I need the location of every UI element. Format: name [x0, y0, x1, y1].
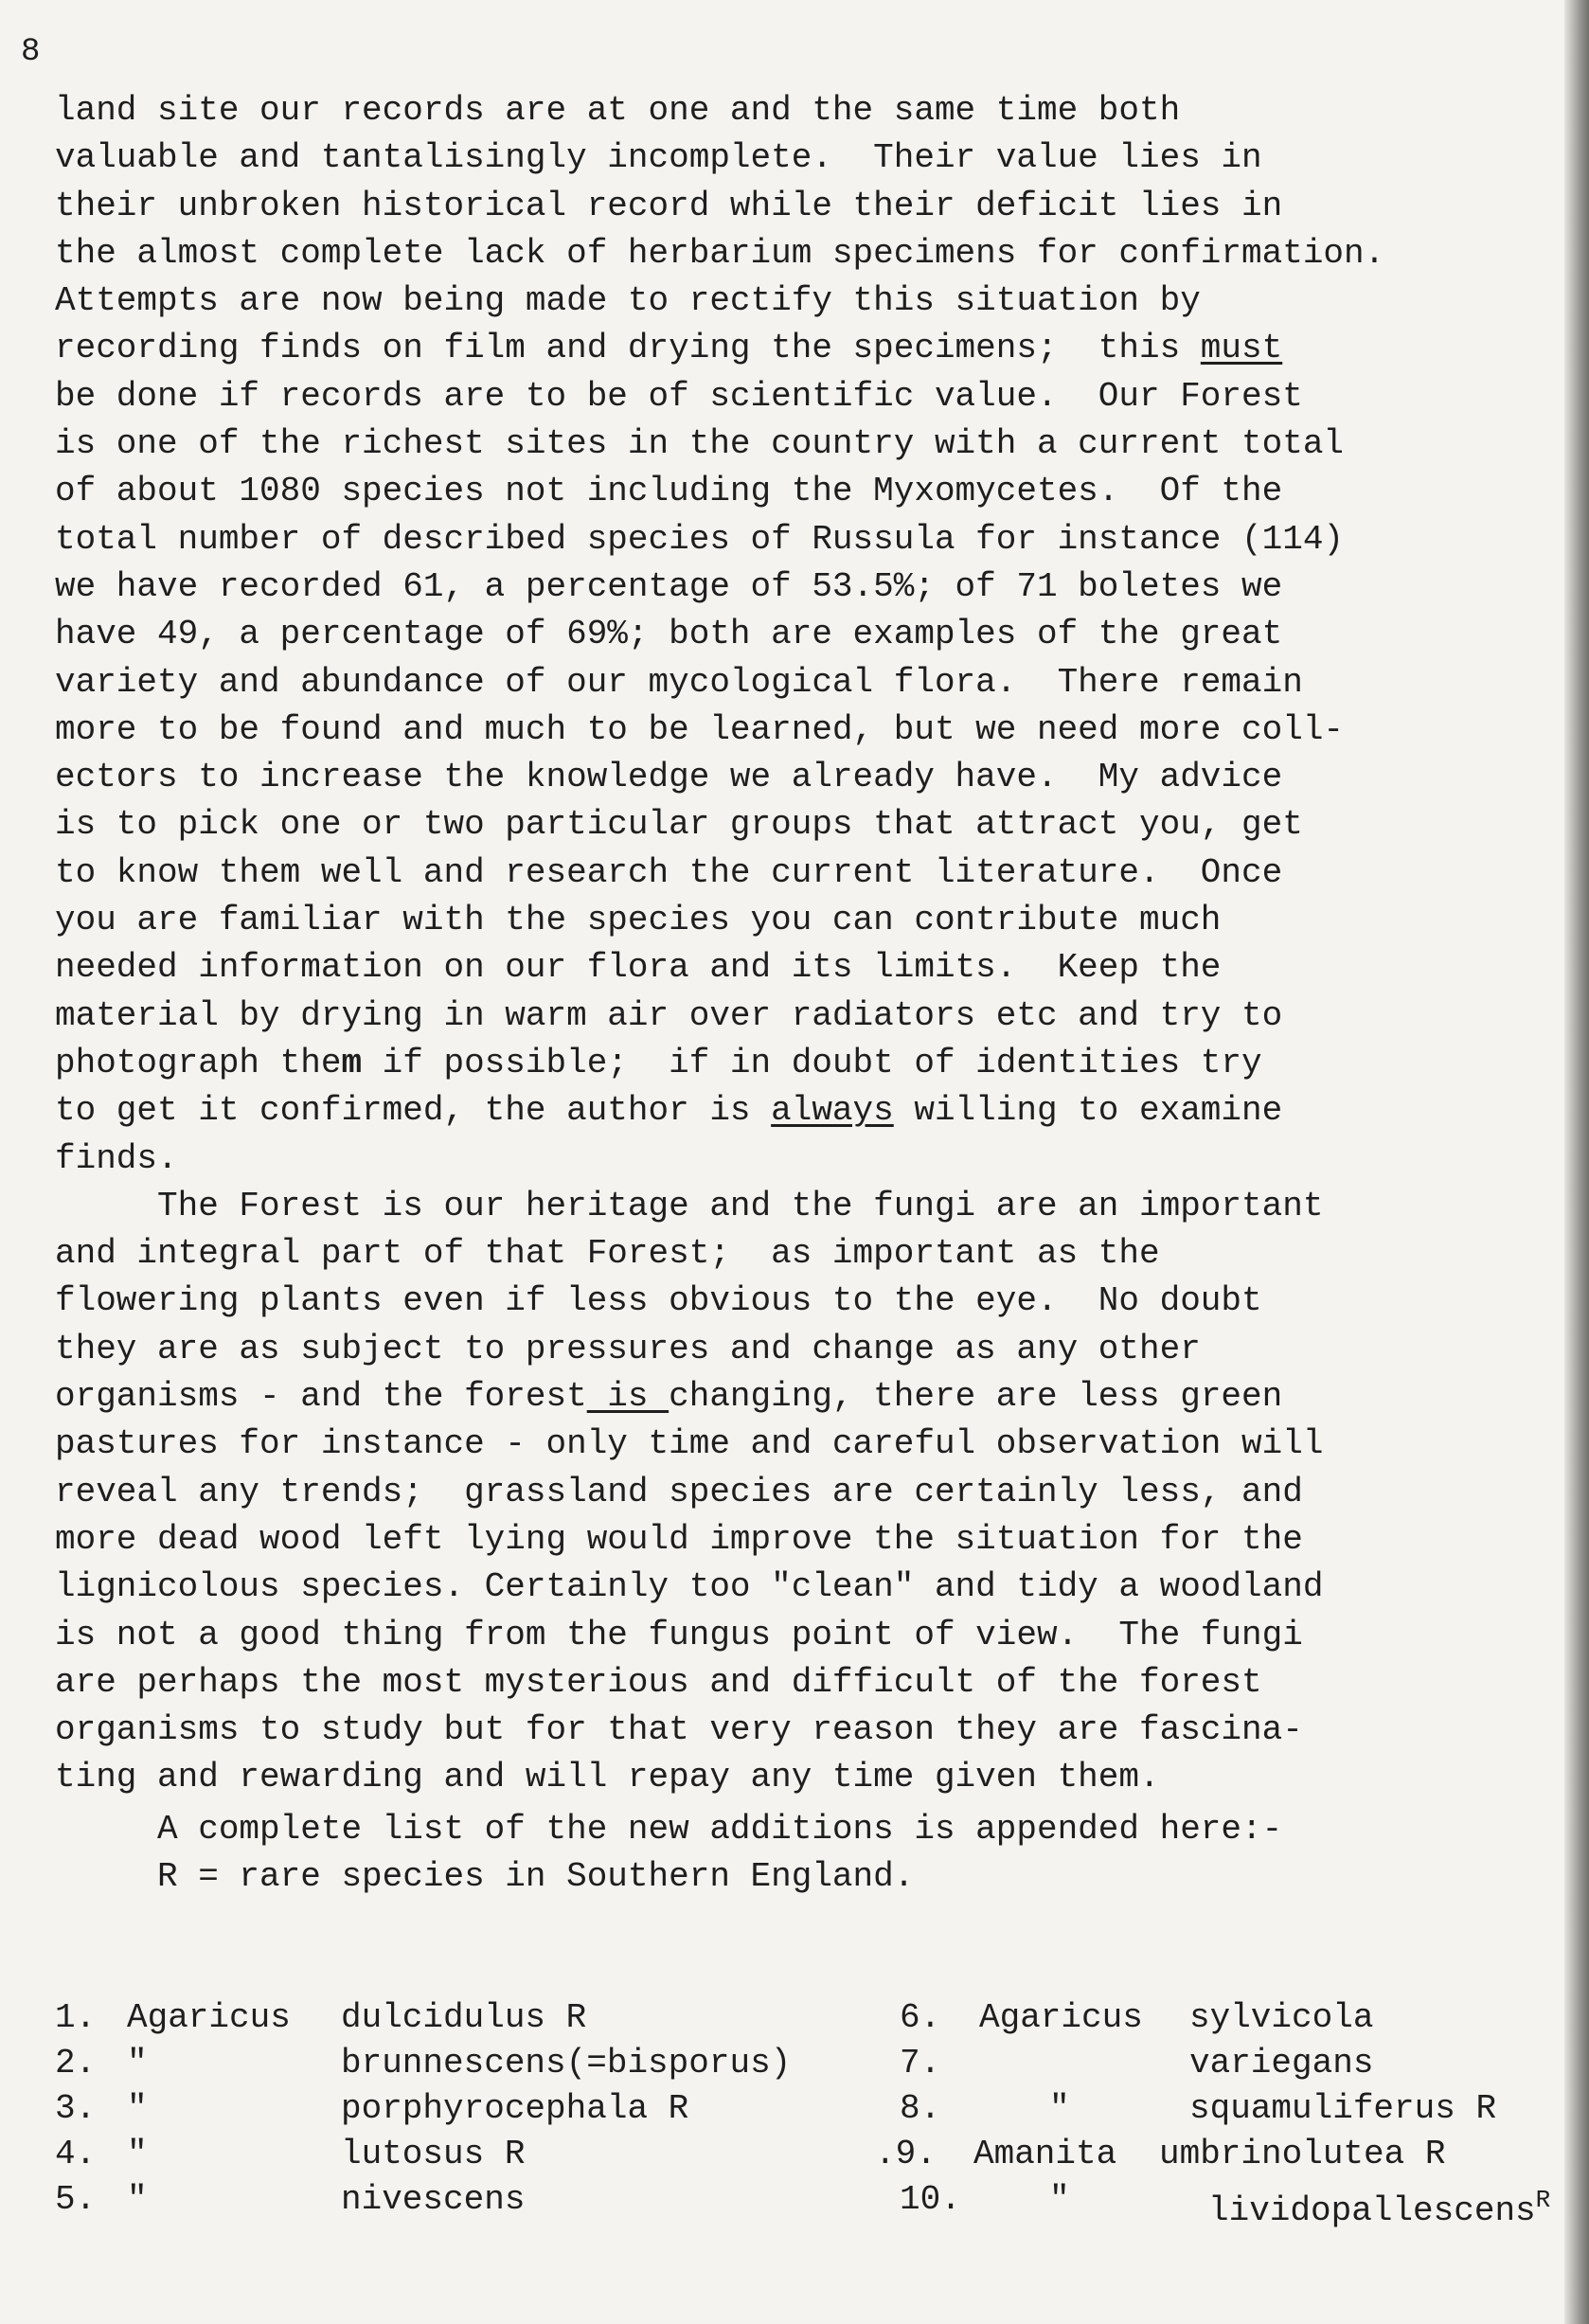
item-number: .9. — [875, 2135, 937, 2173]
text-line: The Forest is our heritage and the fungi are an important — [55, 1186, 1324, 1225]
ditto-mark: " — [1049, 2089, 1070, 2128]
text-line: to get it confirmed, the author is always willing to examine — [55, 1091, 1283, 1131]
text-line: lignicolous species. Certainly too "clean" and tidy a woodland — [55, 1567, 1324, 1607]
item-number: 2. — [55, 2044, 97, 2083]
list-item — [55, 2177, 1570, 2230]
list-item — [55, 2086, 1570, 2132]
item-number: 6. — [900, 1998, 941, 2037]
ditto-mark: " — [127, 2180, 148, 2219]
emphasis: is — [586, 1377, 670, 1417]
text-line: organisms - and the forest is changing, there are less green — [55, 1377, 1283, 1417]
text-line: valuable and tantalisingly incomplete. Their value lies in — [55, 138, 1262, 178]
text-line: flowering plants even if less obvious to the eye. No doubt — [55, 1281, 1262, 1321]
list-item — [55, 1995, 1570, 2041]
text-line: more to be found and much to be learned, but we need more coll- — [55, 709, 1345, 749]
text-line: variety and abundance of our mycological flora. There remain — [55, 662, 1303, 702]
text-line: the almost complete lack of herbarium specimens for confirmation. — [55, 233, 1385, 273]
text-line: we have recorded 61, a percentage of 53.5%; of 71 boletes we — [55, 566, 1283, 606]
body-text — [55, 87, 1570, 1901]
text-line: is not a good thing from the fungus point of view. The fungi — [55, 1615, 1303, 1654]
text-line: material by drying in warm air over radiators etc and try to — [55, 995, 1283, 1035]
species-name: sylvicola — [1189, 1998, 1374, 2037]
species-name: dulcidulus R — [341, 1998, 587, 2037]
item-number: 4. — [55, 2135, 97, 2173]
species-name: nivescens — [341, 2180, 526, 2219]
ditto-mark: " — [127, 2135, 148, 2173]
text-line: their unbroken historical record while their deficit lies in — [55, 186, 1283, 225]
item-number: 1. — [55, 1998, 97, 2037]
species-name-text: lividopallescens — [1208, 2191, 1536, 2230]
item-number: 3. — [55, 2089, 97, 2128]
text-line: ectors to increase the knowledge we already have. My advice — [55, 758, 1283, 797]
text-line: organisms to study but for that very reason they are fascina- — [55, 1710, 1303, 1750]
text-line: is to pick one or two particular groups that attract you, get — [55, 805, 1303, 845]
ditto-mark: " — [127, 2044, 148, 2083]
text-line: land site our records are at one and the same time both — [55, 91, 1181, 130]
text-line: needed information on our flora and its limits. Keep the — [55, 948, 1222, 988]
genus: Amanita — [973, 2135, 1117, 2173]
text-line: recording finds on film and drying the specimens; this must — [55, 329, 1283, 368]
page-number: 8 — [21, 34, 41, 70]
paragraph-3 — [55, 1806, 1570, 1902]
genus: Agaricus — [979, 1998, 1143, 2037]
species-name: squamuliferus R — [1189, 2089, 1497, 2128]
text-line: pastures for instance - only time and careful observation will — [55, 1424, 1324, 1464]
text-line: more dead wood left lying would improve the situation for the — [55, 1519, 1303, 1559]
species-name: porphyrocephala R — [341, 2089, 689, 2128]
paragraph-1 — [55, 87, 1570, 1183]
paragraph-2 — [55, 1183, 1570, 1802]
item-number: 5. — [55, 2180, 97, 2219]
list-item — [55, 2132, 1570, 2177]
text-line: be done if records are to be of scientific value. Our Forest — [55, 376, 1303, 416]
species-name: umbrinolutea R — [1159, 2135, 1446, 2173]
species-name: variegans — [1189, 2044, 1374, 2083]
list-item — [55, 2041, 1570, 2086]
text-line: finds. — [55, 1138, 178, 1178]
species-list — [55, 1995, 1570, 2230]
text-line: total number of described species of Russula for instance (114) — [55, 519, 1345, 559]
text-line: ting and rewarding and will repay any time given them. — [55, 1758, 1160, 1797]
text-line: have 49, a percentage of 69%; both are examples of the great — [55, 615, 1283, 654]
species-name: brunnescens(=bisporus) — [341, 2044, 792, 2083]
species-name: lutosus R — [341, 2135, 526, 2173]
text-line: Attempts are now being made to rectify this situation by — [55, 281, 1201, 321]
genus: Agaricus — [127, 1998, 291, 2037]
item-number: 10. — [900, 2180, 961, 2219]
text-line: and integral part of that Forest; as important as the — [55, 1234, 1160, 1274]
text-line: they are as subject to pressures and change as any other — [55, 1329, 1201, 1368]
ditto-mark: " — [127, 2089, 148, 2128]
text-line: to know them well and research the current literature. Once — [55, 852, 1283, 892]
text-line: is one of the richest sites in the country with a current total — [55, 424, 1345, 464]
text-line: you are familiar with the species you can contribute much — [55, 901, 1222, 940]
text-line: of about 1080 species not including the Myxomycetes. Of the — [55, 472, 1283, 511]
ditto-mark: " — [1049, 2180, 1070, 2219]
text-line: photograph them if possible; if in doubt of identities try — [55, 1043, 1262, 1082]
emphasis: always — [771, 1091, 894, 1131]
text-line: R = rare species in Southern England. — [55, 1856, 915, 1896]
item-number: 8. — [900, 2089, 941, 2128]
species-name — [1208, 2177, 1550, 2234]
page-edge-shadow — [1564, 0, 1589, 2324]
text-line: are perhaps the most mysterious and difficult of the forest — [55, 1662, 1262, 1702]
text-line: A complete list of the new additions is appended here:- — [55, 1809, 1283, 1849]
emphasis: must — [1200, 329, 1283, 368]
item-number: 7. — [900, 2044, 941, 2083]
emphasis: m — [341, 1043, 363, 1082]
rare-mark: R — [1535, 2186, 1551, 2214]
text-line: reveal any trends; grassland species are certainly less, and — [55, 1472, 1303, 1511]
